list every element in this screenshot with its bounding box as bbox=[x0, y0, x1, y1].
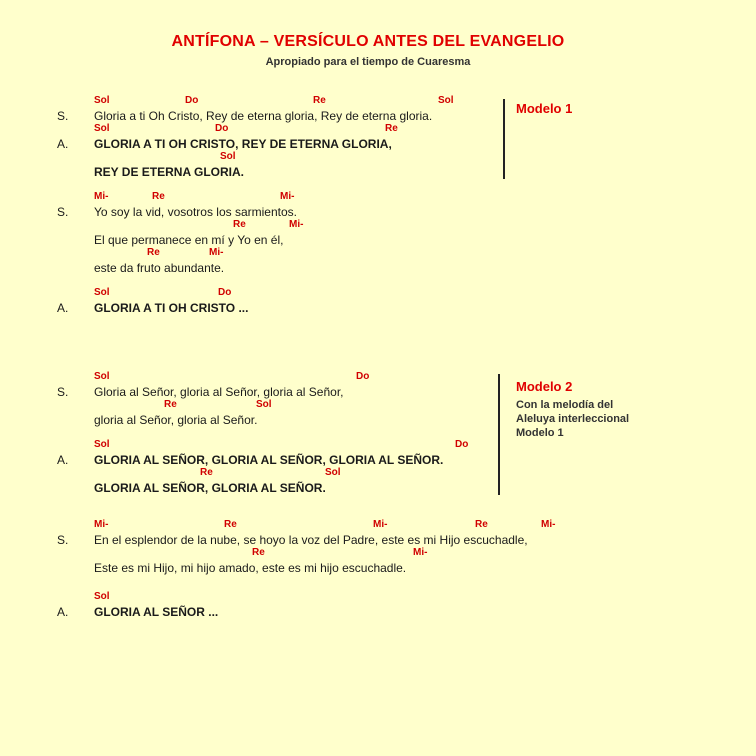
chord: Mi- bbox=[413, 547, 428, 558]
chord: Re bbox=[385, 123, 398, 134]
chord: Sol bbox=[220, 151, 236, 162]
chord: Mi- bbox=[94, 519, 109, 530]
chord: Mi- bbox=[209, 247, 224, 258]
verse-line: Gloria al Señor, gloria al Señor, gloria al Señor, bbox=[94, 385, 344, 399]
chord: Mi- bbox=[289, 219, 304, 230]
chord: Sol bbox=[94, 287, 110, 298]
response-line: GLORIA AL SEÑOR, GLORIA AL SEÑOR. bbox=[94, 481, 326, 495]
model2-note-line: Con la melodía del bbox=[516, 399, 614, 411]
chord: Re bbox=[164, 399, 177, 410]
verse-line: Este es mi Hijo, mi hijo amado, este es mi hijo escuchadle. bbox=[94, 561, 407, 575]
model2-note-line: Modelo 1 bbox=[516, 427, 564, 439]
response-line: GLORIA AL SEÑOR, GLORIA AL SEÑOR, GLORIA AL SEÑOR. bbox=[94, 453, 444, 467]
chord: Sol bbox=[256, 399, 272, 410]
chord: Mi- bbox=[373, 519, 388, 530]
chord: Do bbox=[356, 371, 370, 382]
chord: Re bbox=[224, 519, 237, 530]
response-line: REY DE ETERNA GLORIA. bbox=[94, 165, 245, 179]
model1-divider bbox=[503, 99, 505, 179]
chord: Sol bbox=[94, 371, 110, 382]
chord: Mi- bbox=[541, 519, 556, 530]
response-line: GLORIA AL SEÑOR ... bbox=[94, 605, 219, 619]
verse-line: este da fruto abundante. bbox=[94, 261, 225, 275]
role-label: S. bbox=[57, 533, 69, 547]
model2-title: Modelo 2 bbox=[516, 379, 573, 394]
chord: Mi- bbox=[94, 191, 109, 202]
chord: Sol bbox=[94, 439, 110, 450]
role-label: A. bbox=[57, 453, 69, 467]
role-label: A. bbox=[57, 137, 69, 151]
verse-line: gloria al Señor, gloria al Señor. bbox=[94, 413, 258, 427]
verse-line: El que permanece en mí y Yo en él, bbox=[94, 233, 284, 247]
role-label: S. bbox=[57, 385, 69, 399]
chord: Re bbox=[233, 219, 246, 230]
verse-line: Gloria a ti Oh Cristo, Rey de eterna gloria, Rey de eterna gloria. bbox=[94, 109, 433, 123]
chord: Re bbox=[200, 467, 213, 478]
response-line: GLORIA A TI OH CRISTO, REY DE ETERNA GLORIA, bbox=[94, 137, 392, 151]
chord: Do bbox=[215, 123, 229, 134]
role-label: S. bbox=[57, 109, 69, 123]
chord: Do bbox=[455, 439, 469, 450]
response-line: GLORIA A TI OH CRISTO ... bbox=[94, 301, 249, 315]
chord: Re bbox=[152, 191, 165, 202]
chord: Re bbox=[313, 95, 326, 106]
page-title: ANTÍFONA – VERSÍCULO ANTES DEL EVANGELIO bbox=[171, 33, 565, 50]
chord: Sol bbox=[94, 95, 110, 106]
role-label: A. bbox=[57, 301, 69, 315]
chord: Re bbox=[147, 247, 160, 258]
chord: Sol bbox=[94, 123, 110, 134]
role-label: S. bbox=[57, 205, 69, 219]
chord: Sol bbox=[438, 95, 454, 106]
verse-line: En el esplendor de la nube, se hoyo la voz del Padre, este es mi Hijo escuchadle, bbox=[94, 533, 528, 547]
chord: Do bbox=[218, 287, 232, 298]
role-label: A. bbox=[57, 605, 69, 619]
model2-divider bbox=[498, 374, 500, 495]
chord: Re bbox=[252, 547, 265, 558]
chord: Sol bbox=[94, 591, 110, 602]
model2-note bbox=[516, 398, 629, 440]
model1-title: Modelo 1 bbox=[516, 101, 573, 116]
chord: Mi- bbox=[280, 191, 295, 202]
chord: Do bbox=[185, 95, 199, 106]
page-subtitle: Apropiado para el tiempo de Cuaresma bbox=[265, 56, 471, 68]
model2-note-line: Aleluya interleccional bbox=[516, 413, 630, 425]
chord: Re bbox=[475, 519, 488, 530]
chord: Sol bbox=[325, 467, 341, 478]
verse-line: Yo soy la vid, vosotros los sarmientos. bbox=[94, 205, 297, 219]
